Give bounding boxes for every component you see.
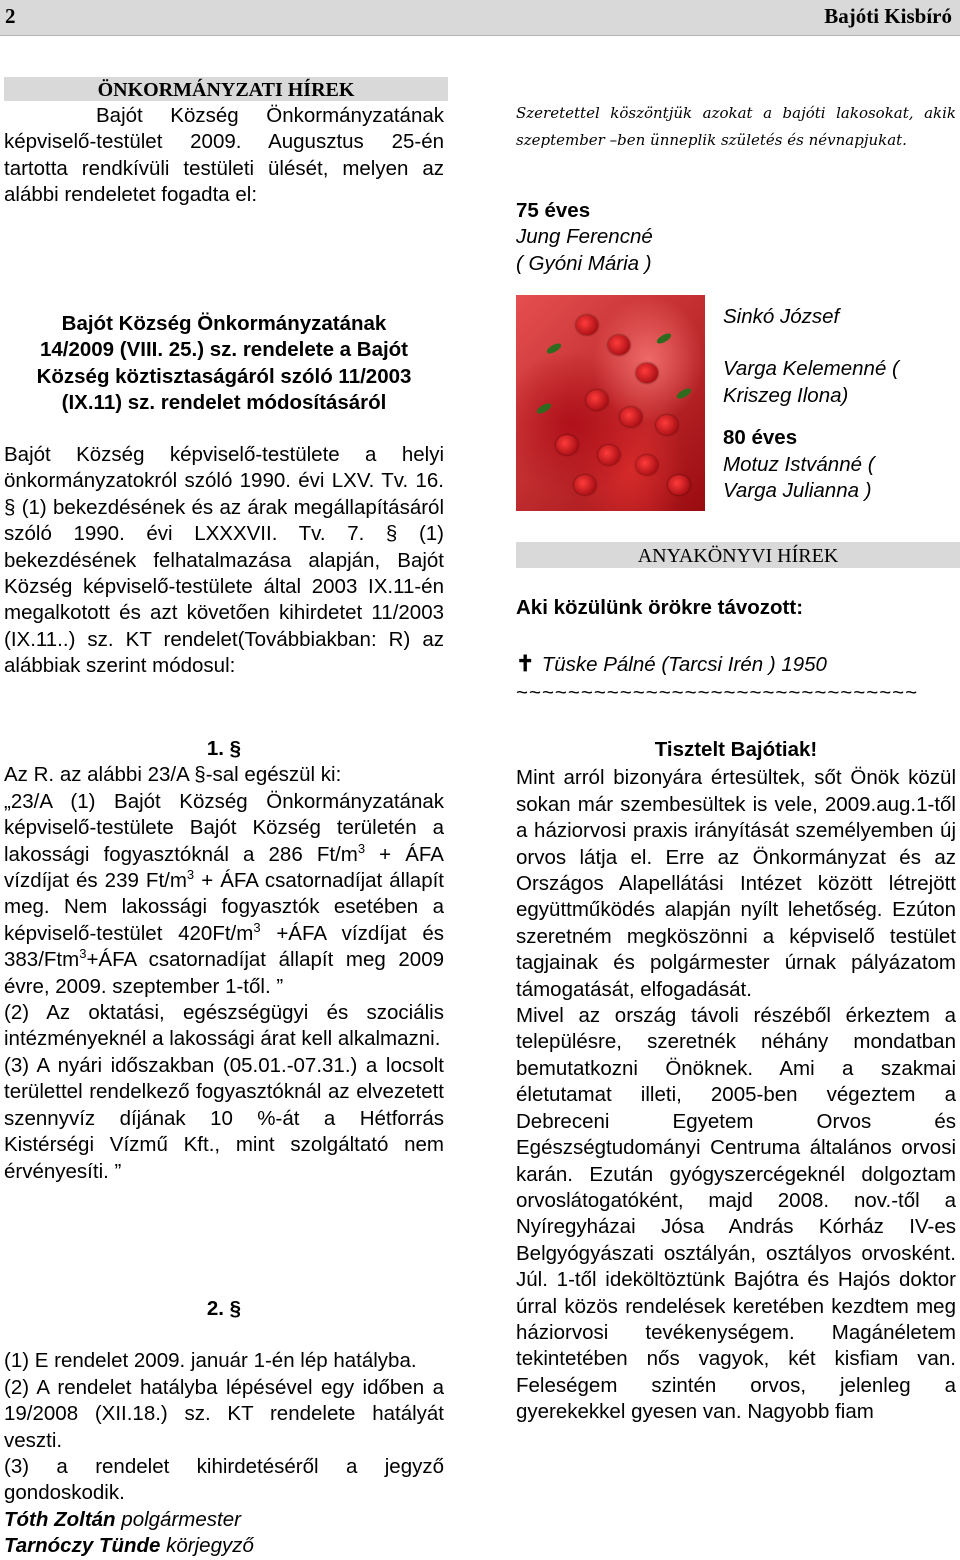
celebrant-name: Motuz Istvánné (	[723, 452, 875, 476]
roses-image	[516, 295, 705, 511]
section-1-p1: Az R. az alábbi 23/A §-sal egészül ki:	[4, 763, 342, 787]
section-1-title: 1. §	[206, 737, 242, 760]
section-2-p2: (2) A rendelet hatályba lépésével egy időben a 19/2008 (XII.18.) sz. KT rendelete hatályát veszti.	[4, 1375, 444, 1452]
age-75-label: 75 éves	[516, 199, 591, 222]
celebrant-name: Varga Kelemenné (	[723, 357, 899, 381]
section-heading-onkormanyzati: ÖNKORMÁNYZATI HÍREK	[4, 77, 448, 101]
intro-paragraph: Bajót Község Önkormányzatának képviselő-testület 2009. Augusztus 25-én tartotta rendkívüli testületi ülését, melyen az alábbi rendeletet fogadta el:	[4, 104, 444, 207]
celebrant-maiden-name: Kriszeg Ilona)	[723, 383, 849, 407]
celebrant-names-right	[723, 304, 959, 504]
signature-mayor: Tóth Zoltán polgármester	[4, 1507, 241, 1531]
publication-title: Bajóti Kisbíró	[824, 4, 952, 28]
section-2-title: 2. §	[206, 1297, 242, 1320]
obituary-entry: ✝ Tüske Pálné (Tarcsi Irén ) 1950	[516, 651, 827, 676]
right-column	[516, 100, 956, 1424]
obituary-heading: Aki közülünk örökre távozott:	[516, 596, 804, 619]
page-number: 2	[5, 4, 16, 28]
page-header	[0, 0, 960, 36]
celebrant-maiden-name: ( Gyóni Mária )	[516, 251, 652, 275]
section-1-p2: „23/A (1) Bajót Község Önkormányzatának képviselő-testülete Bajót Község területén a lakossági fogyasztóknál a 286 $Ft/m^3$ + ÁFA vízdíjat és 239 $Ft/m^3$ + ÁFA csatornadíjat állapít meg. Nem lakossági fogyasztók esetében a képviselő-testület $420Ft/m^3$ +ÁFA vízdíjat és 383/Ftm$^3$+ÁFA csatornadíjat állapít meg 2009 évre, 2009. szeptember 1-től. ”	[4, 789, 444, 998]
celebrant-name: Jung Ferencné	[516, 225, 653, 249]
regulation-title: Bajót Község Önkormányzatának 14/2009 (VIII. 25.) sz. rendelete a Bajót Község köztisztaságáról szóló 11/2003 (IX.11) sz. rendelet módosításáról	[36, 312, 412, 415]
section-1-p3: (2) Az oktatási, egészségügyi és szociális intézményeknél a lakossági árat kell alkalmazni.	[4, 1001, 444, 1051]
section-1	[4, 736, 444, 1185]
section-2-p1: (1) E rendelet 2009. január 1-én lép hatályba.	[4, 1349, 417, 1373]
letter-paragraph: Mivel az ország távoli részéből érkeztem a településre, szeretnék néhány mondatban bemutatkozni Önöknek. Ami a szakmai életutamat illeti, 2005-ben végeztem a Debreceni Egyetem Orvos és Egészségtudományi Centruma általános orvosi karán. Ezután gyógyszercégeknél dolgoztam orvoslátogatóként, majd 2008. nov.-től a Nyíregyházai Jósa András Kórház IV-es Belgyógyászati osztályán, osztályos orvosként. Júl. 1-től ideköltöztünk Bajótra és Hajós doktor úrral közös rendelések keretében kezdtem meg háziorvosi tevékenységem. Magánéletem tekintetében nős vagyok, két kisfiam van. Feleségem szintén orvos, jelenleg a gyerekekkel gyesen van. Nagyobb fiam	[516, 1004, 956, 1424]
birthday-greeting: Szeretettel köszöntjük azokat a bajóti lakosokat, akik szeptember –ben ünneplik születés és névnapjukat.	[516, 104, 956, 149]
age-80-label: 80 éves	[723, 426, 798, 450]
section-2	[4, 1296, 444, 1560]
cross-icon: ✝	[516, 651, 535, 676]
doctor-letter	[516, 737, 956, 1426]
divider: ~~~~~~~~~~~~~~~~~~~~~~~~~~~~~~~	[516, 681, 919, 704]
section-2-p3: (3) a rendelet kihirdetéséről a jegyző gondoskodik.	[4, 1455, 444, 1505]
section-1-p4: (3) A nyári időszakban (05.01.-07.31.) a locsolt területtel rendelkező fogyasztóknál az elvezetett szennyvíz díjának 10 %-át a Hétforrás Kistérségi Vízmű Kft., mint szolgáltató nem érvényesíti. ”	[4, 1053, 444, 1183]
age-75-block	[516, 198, 653, 277]
celebrant-name: Sinkó József	[723, 305, 840, 328]
letter-salutation: Tisztelt Bajótiak!	[654, 738, 818, 761]
section-heading-anyakonyvi: ANYAKÖNYVI HÍREK	[516, 542, 960, 568]
signature-notary: Tarnóczy Tünde körjegyző	[4, 1534, 254, 1558]
regulation-body: Bajót Község képviselő-testülete a helyi önkormányzatokról szóló 1990. évi LXV. Tv. 16. § (1) bekezdésének és az árak megállapításáról szóló 1990. évi LXXXVII. Tv. 7. § (1) bekezdésének felhatalmazása alapján, Bajót Község képviselő-testülete által 2003 IX.11-én megalkotott és azt követően kihirdetet 11/2003 (IX.11..) sz. KT rendelet(Továbbiakban: R) az alábbiak szerint módosul:	[4, 443, 444, 678]
letter-paragraph: Mint arról bizonyára értesültek, sőt Önök közül sokan már szembesültek is vele, 2009.aug.1-től a háziorvosi praxis irányítását személyemben új orvos látja el. Erre az Önkormányzat és az Országos Alapellátási Intézet között létrejött együttműködés alapján nyílt lehetőség. Ezúton szeretném megköszönni a képviselő testület tagjainak és polgármester úrnak pályázatom támogatását, elfogadását.	[516, 766, 956, 1001]
celebrant-maiden-name: Varga Julianna )	[723, 479, 872, 503]
